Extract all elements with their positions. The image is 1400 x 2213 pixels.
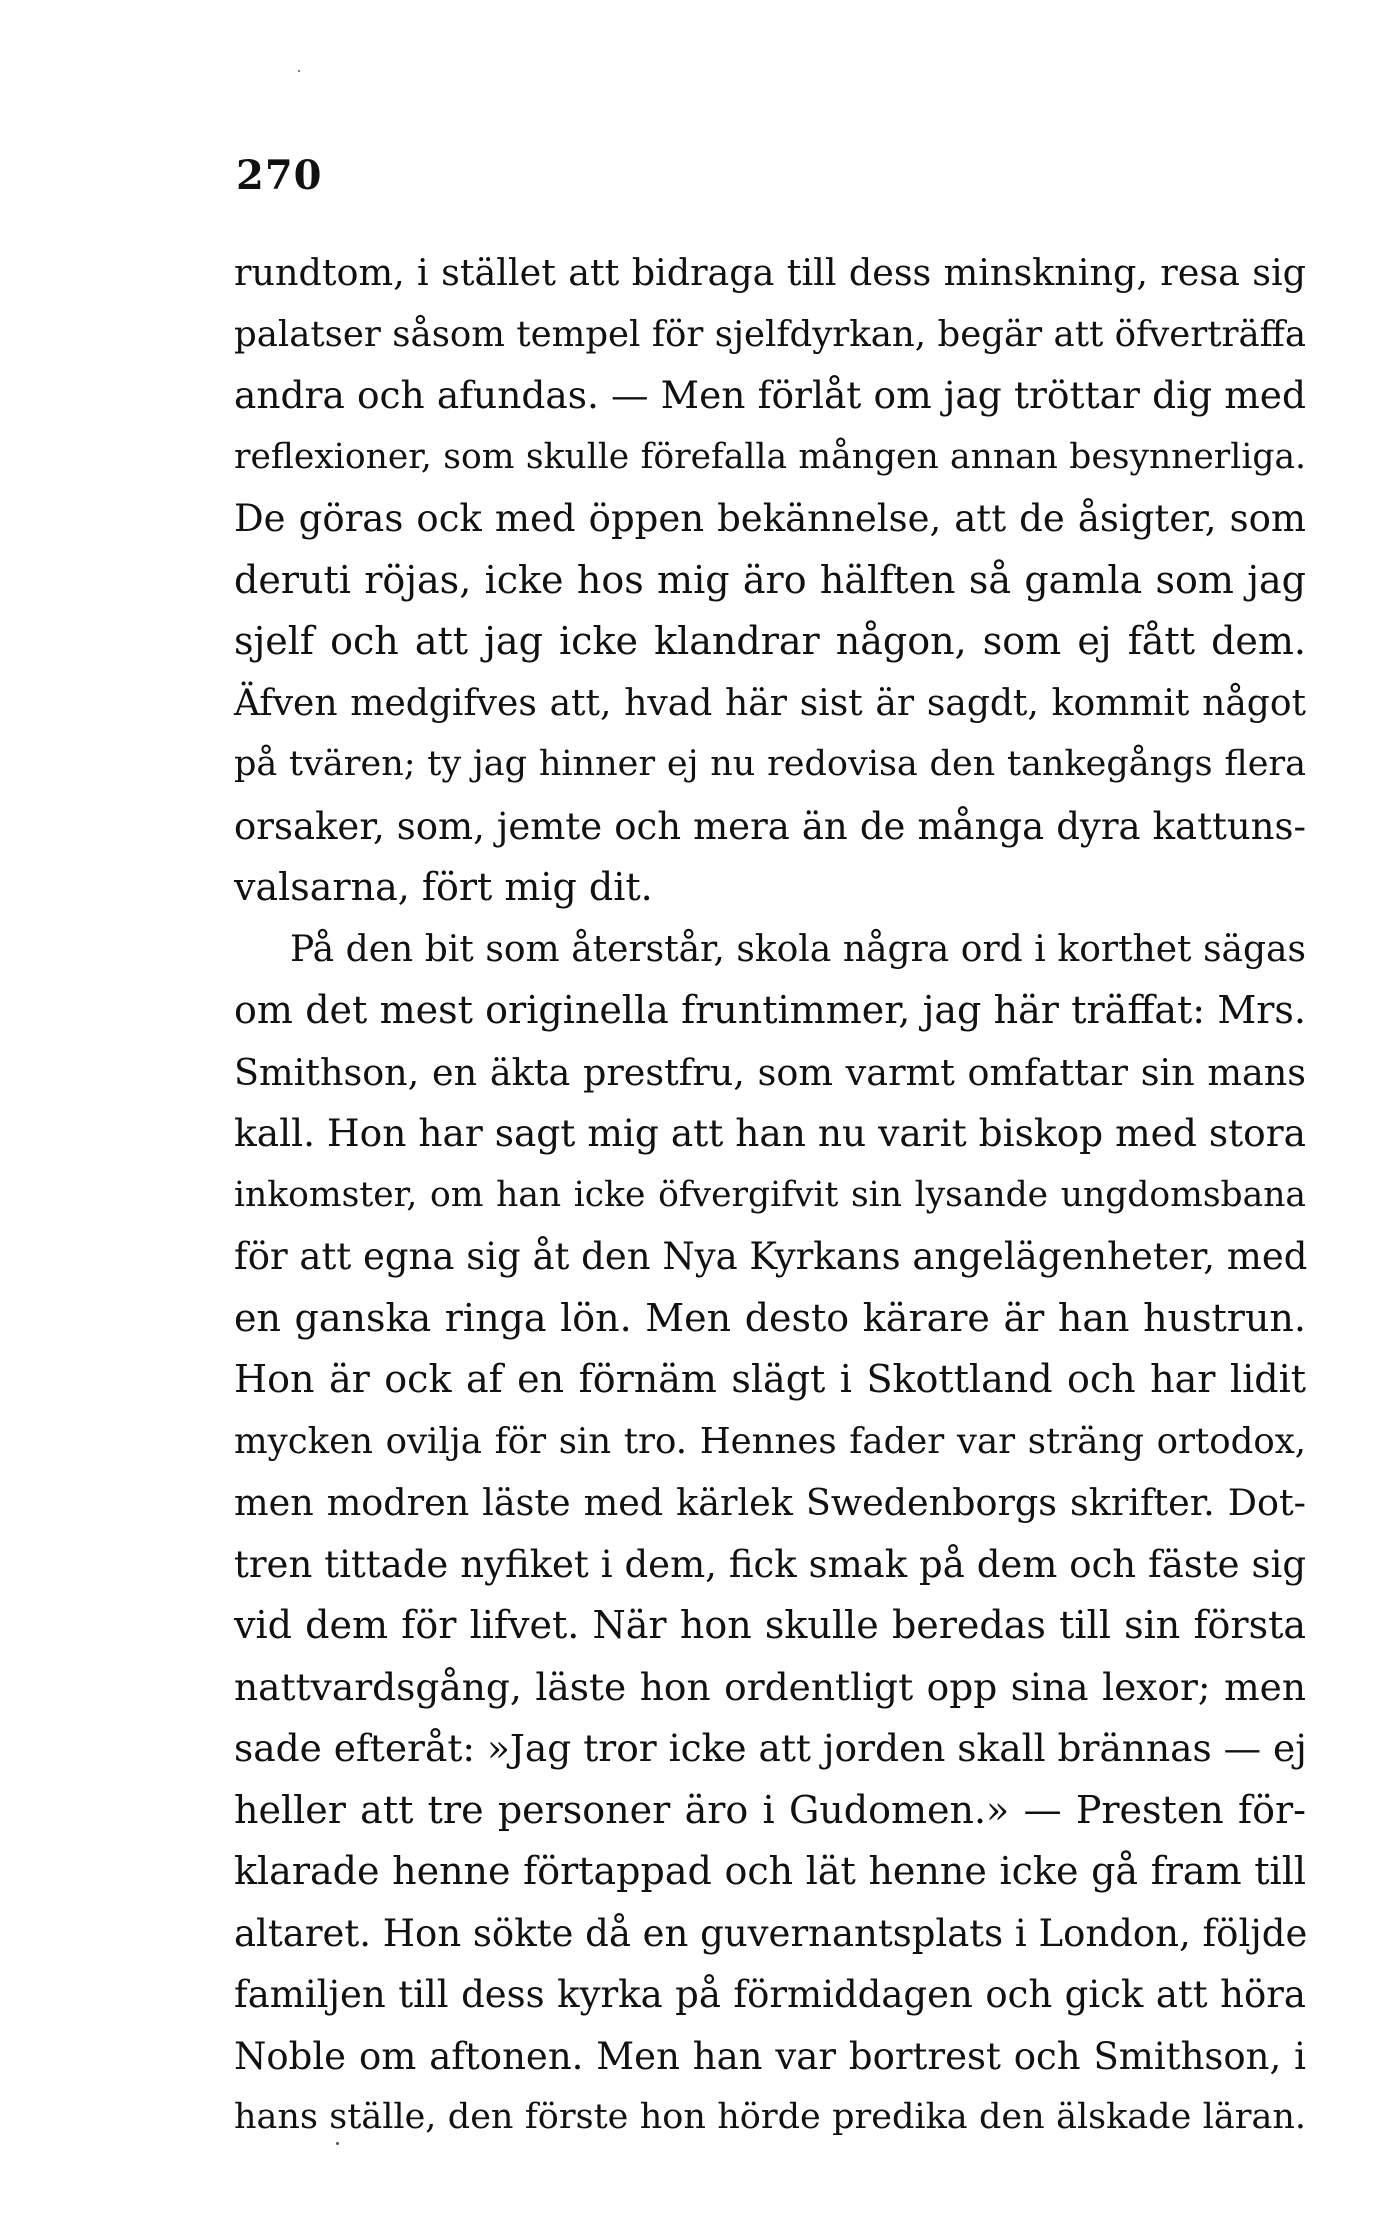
text-line: vid dem för lifvet. När hon skulle beredas till sin första: [234, 1603, 1306, 1647]
text-line: Hon är ock af en förnäm slägt i Skottland och har lidit: [234, 1357, 1306, 1401]
body-text: [234, 242, 1306, 2149]
text-line: På den bit som återstår, skola några ord i korthet sägas: [290, 928, 1306, 970]
text-line: sjelf och att jag icke klandrar någon, som ej fått dem.: [234, 619, 1306, 663]
print-speck: [336, 2142, 339, 2145]
text-line: en ganska ringa lön. Men desto kärare är han hustrun.: [234, 1295, 1306, 1340]
text-line: palatser såsom tempel för sjelfdyrkan, begär att öfverträffa: [234, 313, 1306, 355]
text-line: deruti röjas, icke hos mig äro hälften så gamla som jag: [234, 557, 1306, 602]
text-line: altaret. Hon sökte då en guvernantsplats i London, följde: [234, 1911, 1308, 1955]
text-line: Äfven medgifves att, hvad här sist är sagdt, kommit något: [234, 682, 1306, 724]
text-line: på tvären; ty jag hinner ej nu redovisa den tankegångs flera: [234, 744, 1306, 784]
text-line: hans ställe, den förste hon hörde predika den älskade läran.: [234, 2097, 1306, 2137]
text-line: valsarna, fört mig dit.: [234, 865, 653, 909]
text-line: kall. Hon har sagt mig att han nu varit biskop med stora: [234, 1111, 1306, 1155]
text-line: men modren läste med kärlek Swedenborgs skrifter. Dot-: [234, 1481, 1306, 1524]
text-line: heller att tre personer äro i Gudomen.» — Presten för-: [234, 1787, 1306, 1832]
text-line: mycken ovilja för sin tro. Hennes fader var sträng ortodox,: [234, 1420, 1306, 1462]
text-line: rundtom, i stället att bidraga till dess minskning, resa sig: [234, 251, 1306, 294]
text-line: reflexioner, som skulle förefalla mången annan besynnerliga.: [234, 436, 1306, 477]
print-speck: [298, 70, 300, 72]
text-line: Smithson, en äkta prestfru, som varmt omfattar sin mans: [234, 1050, 1306, 1094]
text-line: sade efteråt: »Jag tror icke att jorden skall brännas — ej: [234, 1726, 1307, 1770]
text-line: klarade henne förtappad och lät henne icke gå fram till: [234, 1849, 1306, 1893]
text-line: inkomster, om han icke öfvergifvit sin lysande ungdomsbana: [234, 1174, 1306, 1215]
text-line: tren tittade nyfiket i dem, fick smak på dem och fäste sig: [234, 1542, 1306, 1586]
text-line: Noble om aftonen. Men han var bortrest och Smithson, i: [234, 2034, 1306, 2078]
page-number: 270: [236, 152, 323, 199]
text-line: De göras ock med öppen bekännelse, att de åsigter, som: [234, 497, 1306, 540]
text-line: för att egna sig åt den Nya Kyrkans angelägenheter, med: [234, 1235, 1308, 1278]
text-line: nattvardsgång, läste hon ordentligt opp sina lexor; men: [234, 1664, 1306, 1709]
text-line: familjen till dess kyrka på förmiddagen och gick att höra: [234, 1973, 1306, 2016]
text-line: andra och afundas. — Men förlåt om jag tröttar dig med: [234, 373, 1306, 417]
text-line: orsaker, som, jemte och mera än de många dyra kattuns-: [234, 804, 1306, 848]
text-line: om det mest originella fruntimmer, jag här träffat: Mrs.: [234, 988, 1306, 1032]
